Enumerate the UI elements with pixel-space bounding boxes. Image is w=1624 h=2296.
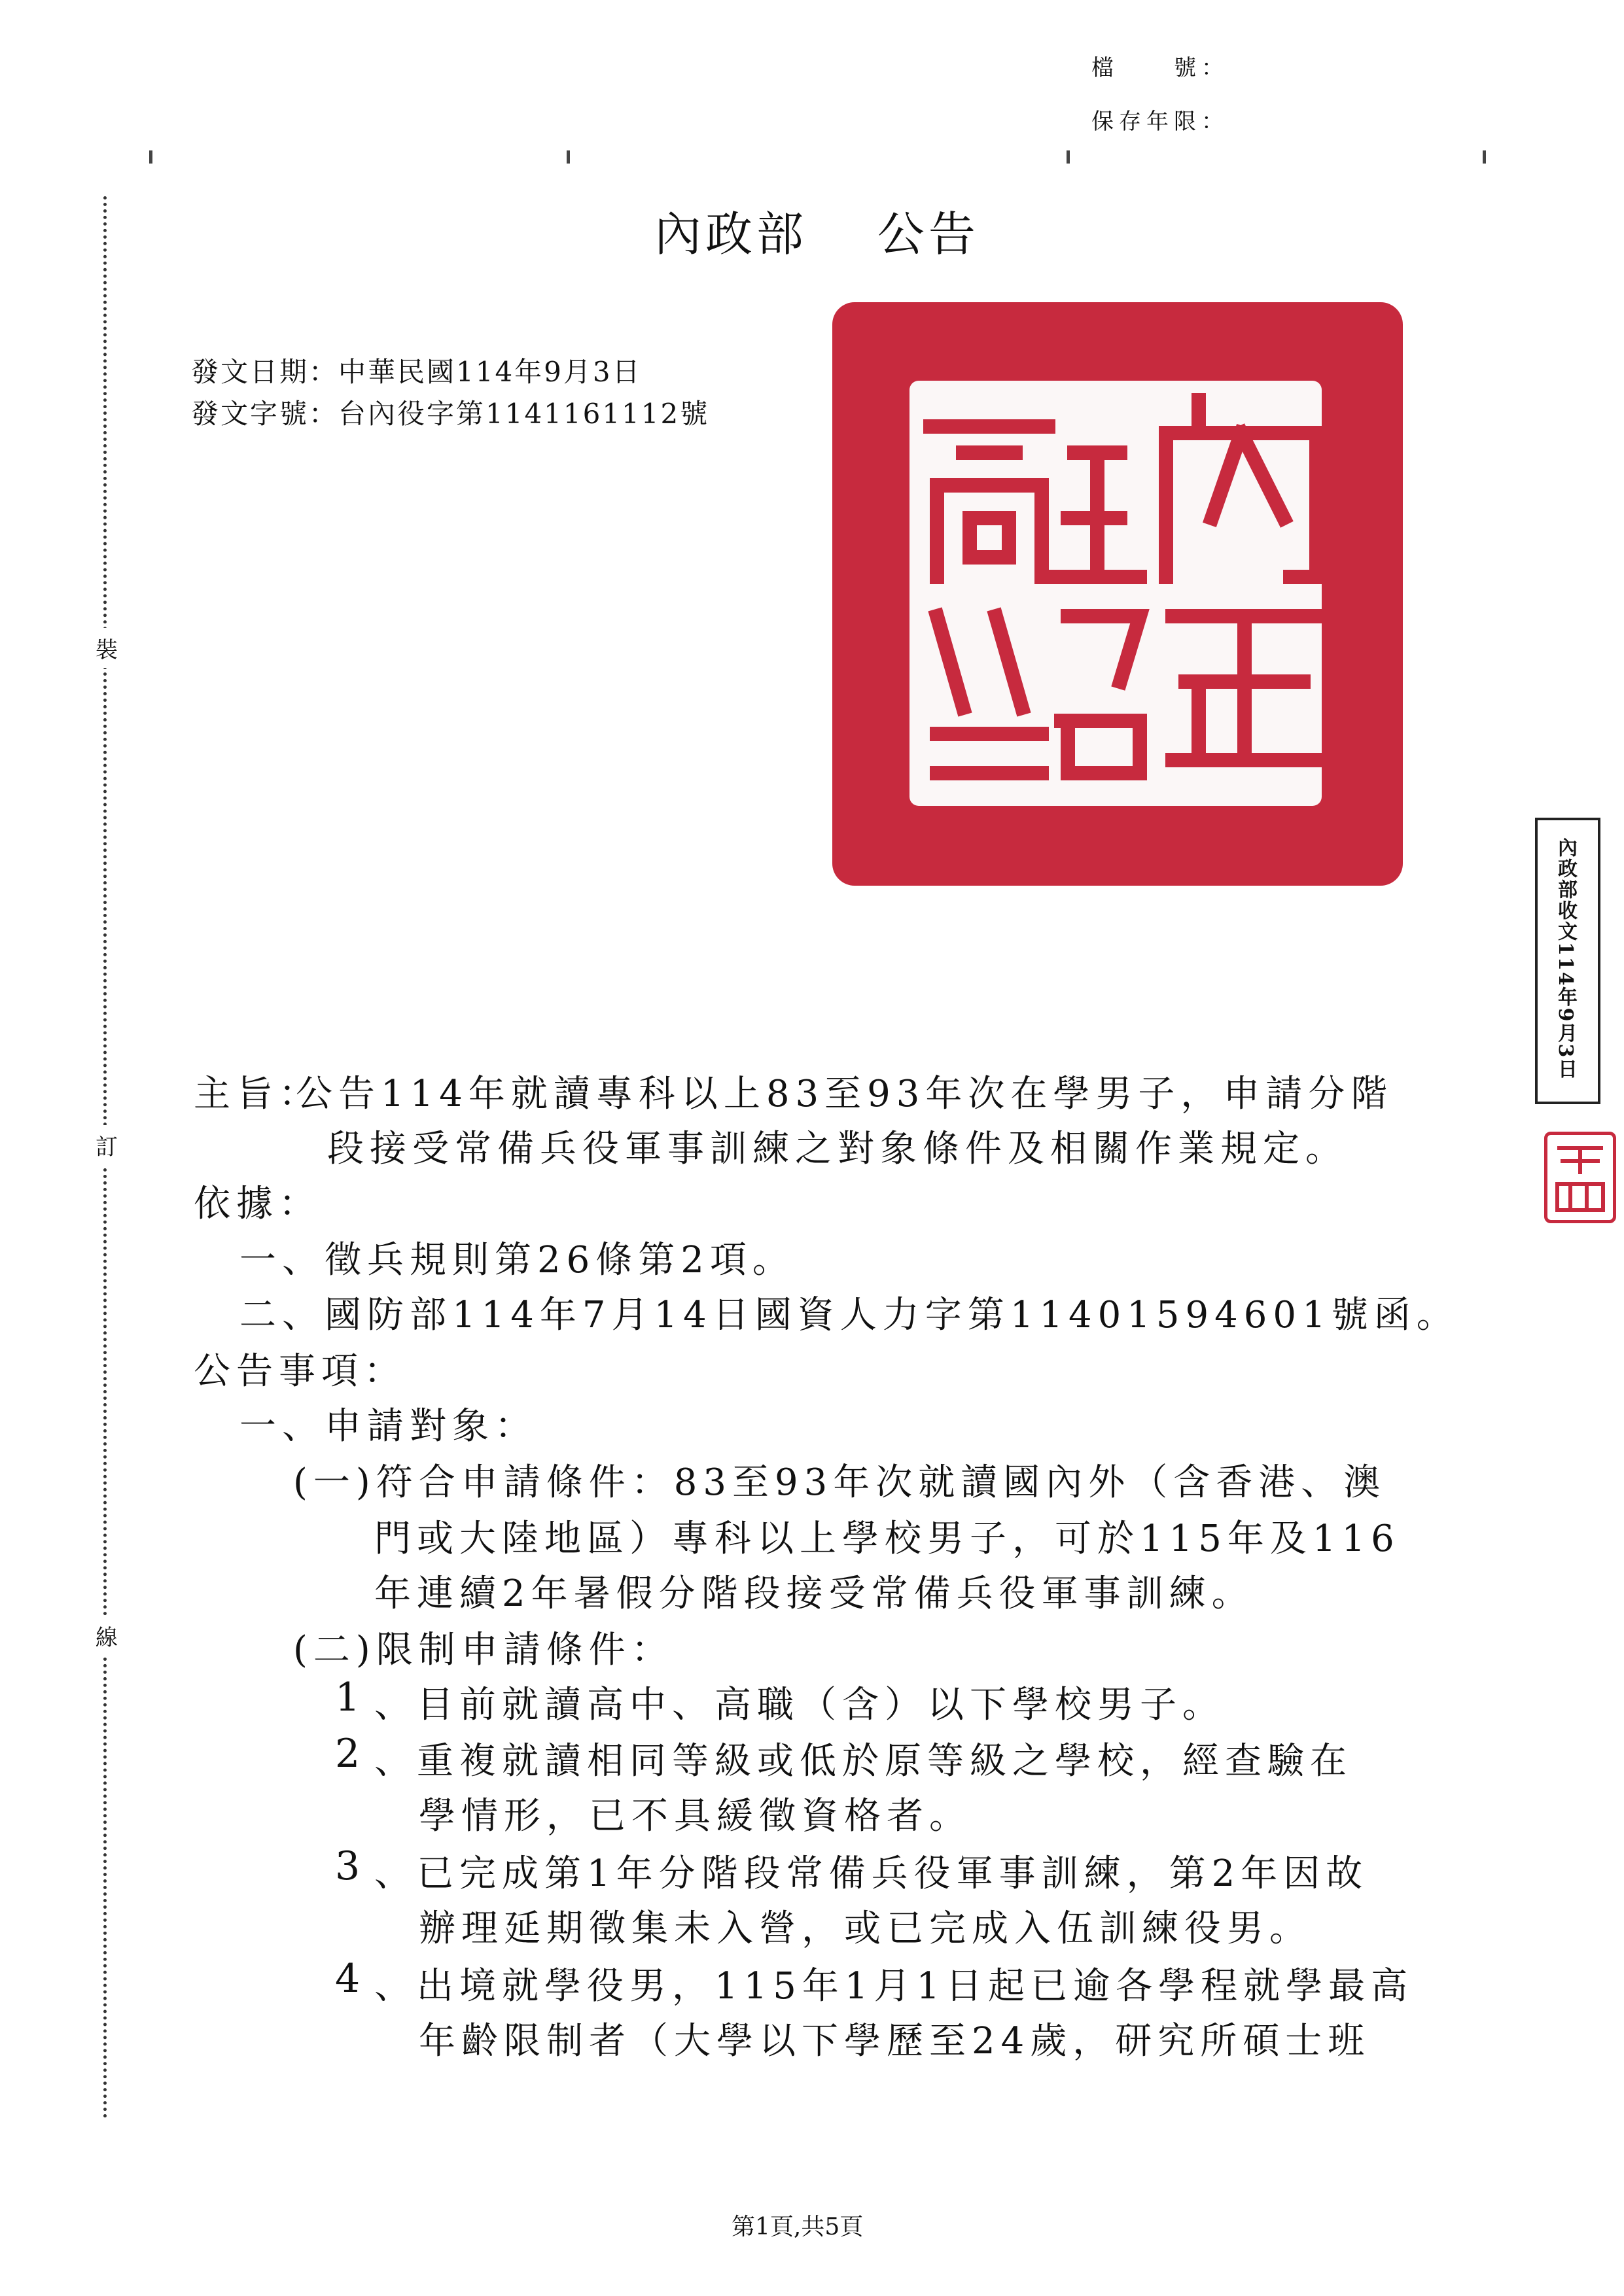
official-seal [832, 302, 1403, 886]
condition-3-line-2: 辦理延期徵集未入營，或已完成入伍訓練役男。 [419, 1907, 1312, 1950]
condition-2-line-1: 、重複就讀相同等級或低於原等級之學校，經查驗在 [374, 1740, 1352, 1783]
subject-line-2: 段接受常備兵役軍事訓練之對象條件及相關作業規定。 [327, 1128, 1348, 1170]
bind-char-ding: 訂 [96, 1125, 118, 1165]
sub-item-1-line-2: 門或大陸地區）專科以上學校男子，可於115年及116 [374, 1518, 1400, 1560]
received-stamp-text: 內政部收文114年9月3日 [1554, 837, 1577, 1080]
issue-date: 發文日期：中華民國114年9月3日 [191, 356, 642, 388]
small-seal [1544, 1132, 1616, 1223]
basis-item-1: 一、徵兵規則第26條第2項。 [239, 1239, 795, 1281]
condition-4-line-2: 年齡限制者（大學以下學歷至24歲，研究所碩士班 [419, 2020, 1371, 2062]
subject-line-1: 公告114年就讀專科以上83至93年次在學男子，申請分階 [296, 1073, 1394, 1115]
subject-label: 主旨： [194, 1073, 321, 1115]
margin-tick [567, 150, 570, 164]
margin-tick [1067, 150, 1070, 164]
page-title: 內政部 公告 [654, 207, 980, 262]
small-seal-glyph-icon [1547, 1135, 1613, 1220]
condition-2-number: 2 [335, 1731, 366, 1777]
margin-tick [149, 150, 152, 164]
condition-4-number: 4 [335, 1956, 366, 2002]
margin-tick [1483, 150, 1486, 164]
sub-item-1-line-3: 年連續2年暑假分階段接受常備兵役軍事訓練。 [374, 1573, 1254, 1615]
retention-period-label: 保存年限： [1091, 109, 1229, 135]
bind-char-zhuang: 裝 [96, 628, 118, 668]
condition-3-number: 3 [335, 1843, 366, 1889]
condition-3-line-1: 、已完成第1年分階段常備兵役軍事訓練，第2年因故 [374, 1852, 1369, 1895]
condition-2-line-2: 學情形，已不具緩徵資格者。 [419, 1795, 972, 1837]
issue-number: 發文字號：台內役字第1141161112號 [191, 398, 710, 430]
notice-label: 公告事項： [194, 1350, 406, 1393]
basis-item-2: 二、國防部114年7月14日國資人力字第11401594601號函。 [239, 1294, 1459, 1336]
sub-item-1-line-1: (一)符合申請條件：83至93年次就讀國內外（含香港、澳 [293, 1461, 1386, 1504]
notice-item-1: 一、申請對象： [239, 1405, 537, 1448]
page-number: 第1頁,共5頁 [732, 2214, 864, 2240]
file-number-label: 檔 號： [1091, 55, 1229, 81]
condition-1-line-1: 、目前就讀高中、高職（含）以下學校男子。 [374, 1684, 1225, 1726]
sub-item-2: (二)限制申請條件： [293, 1629, 674, 1671]
condition-1-number: 1 [335, 1675, 366, 1720]
condition-4-line-1: 、出境就學役男，115年1月1日起已逾各學程就學最高 [374, 1965, 1414, 2008]
bind-char-xian: 線 [96, 1616, 118, 1656]
basis-label: 依據： [194, 1183, 321, 1225]
seal-glyphs-icon [832, 302, 1403, 886]
